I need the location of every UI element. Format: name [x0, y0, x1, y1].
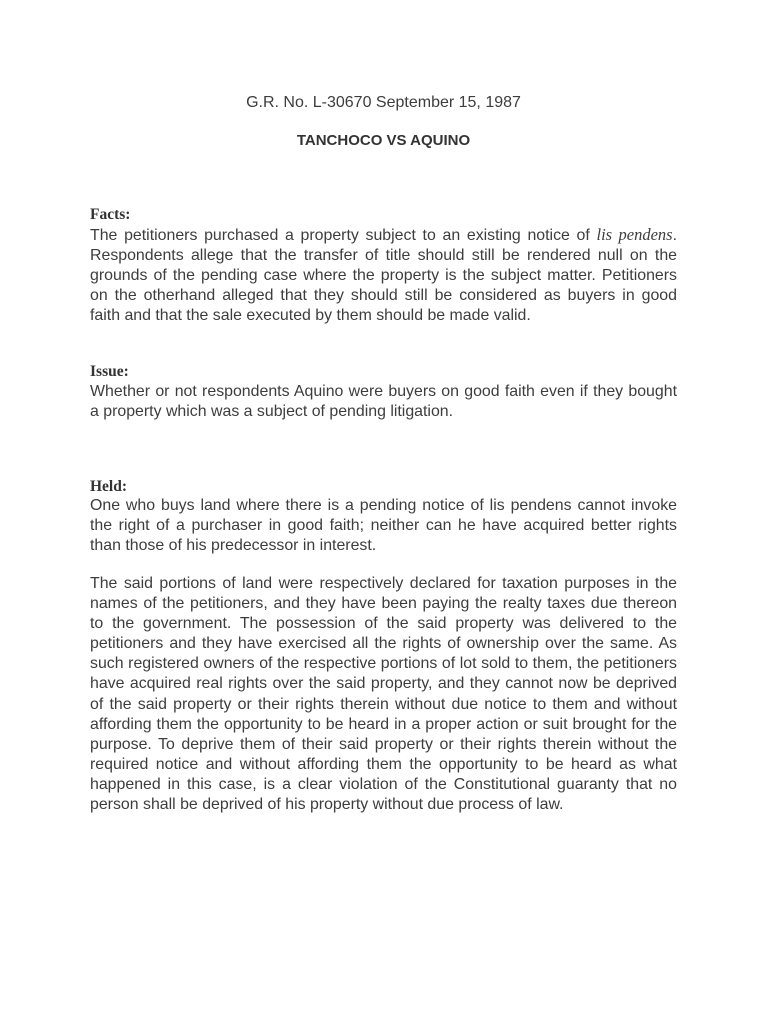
held-paragraph-2: The said portions of land were respectively declared for taxation purposes in the names of the petitioners, and they have been paying the realty taxes due thereon to the government. The possession of the said property was delivered to the petitioners and they have exercised all the rights of ownership over the same. As such registered owners of the respective portions of lot sold to them, the petitioners have acquired real rights over the said property, and they cannot now be deprived of the said property or their rights therein without due notice to them and without affording them the opportunity to be heard in a proper action or suit brought for the purpose. To deprive them of their said property or their rights therein without the required notice and without affording them the opportunity to be heard as what happened in this case, is a clear violation of the Constitutional guaranty that no person shall be deprived of his property without due process of law. [90, 575, 677, 814]
facts-heading: Facts: [90, 206, 131, 223]
held-heading: Held: [90, 478, 128, 495]
facts-paragraph [90, 225, 677, 326]
case-title: TANCHOCO VS AQUINO [296, 132, 471, 149]
facts-text-after: . Respondents allege that the transfer of title should still be rendered null on the grounds of the pending case where the property is the subject matter. Petitioners on the otherhand alleged that they should still be considered as buyers in good faith and that the sale executed by them should be made valid. [90, 227, 677, 325]
issue-heading: Issue: [90, 363, 129, 380]
facts-text-before: The petitioners purchased a property subject to an existing notice of [90, 227, 597, 244]
facts-italic-term: lis pendens [596, 225, 673, 244]
case-number: G.R. No. L-30670 September 15, 1987 [246, 94, 521, 111]
issue-paragraph: Whether or not respondents Aquino were buyers on good faith even if they bought a property which was a subject of pending litigation. [90, 383, 677, 421]
held-paragraph-1: One who buys land where there is a pending notice of lis pendens cannot invoke the right of a purchaser in good faith; neither can he have acquired better rights than those of his predecessor in interest. [90, 497, 677, 555]
